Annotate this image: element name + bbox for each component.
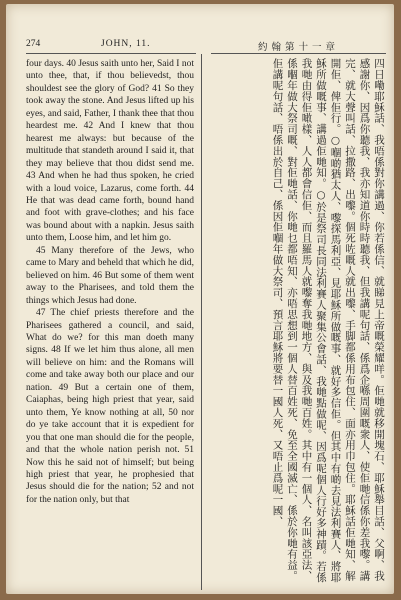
chinese-column: 四日嘞耶穌話、我唔係對你講過、你若係信、就睇見上帝嘅榮耀咩。佢哋就移開塊石、耶穌舉目話、父啊、我感謝你、因爲你聽我、我亦知道你時時聽我、但我講呢句話、係爲企喺周圍嘅衆人、使佢哋信係你差我嚟。講完、就大聲叫話、拉撒路、出嚟。個死咗嘅人就出嚟、手脚都係用布包住、面亦用巾包住。耶穌話佢哋知、解開佢、俾佢行。○嗰啲猶太人、嚟探馬利亞、見耶穌所做嘅事、就好多信佢。但其中有啲去見法利賽人、將耶穌所做嘅事、講過佢哋知。○於是祭司長同法利賽人聚集公會話、我哋點做呢、因爲呢個人行好多神蹟。若係我哋由得佢噉樣、人人都會信佢、而且羅馬人就嚟奪我哋地方、與及我哋百姓。其中有一個人、名叫該亞法、係嗰年做大祭司嘅、對佢哋話、你哋乜都唔知、亦唔思想到一個人替百姓死、免至全國滅亡、係於你哋有益。佢講呢句話、唔係出於自己、係因佢嗰年做大祭司、預言耶穌將要替一國人死、又唔止爲呢一國、: [271, 58, 385, 583]
english-column: [26, 58, 194, 594]
english-paragraph: 47 The chief priests therefore and the Pharisees gathered a council, and said, What do we? for this man doeth many signs. 48 If we let him thus alone, all men will believe on him: and the Romans will come and take away both our place and our nation. 49 But a certain one of them, Caiaphas, being high priest that year, said unto them, Ye know nothing at all, 50 nor do ye take account that it is expedient for you that one man should die for the people, and that the whole nation perish not. 51 Now this he said not of himself; but being high priest that year, he prophesied that Jesus should die for the nation; 52 and not for the nation only, but that: [26, 308, 194, 505]
english-page-header: [26, 39, 196, 54]
chinese-page-header: 約翰第十一章: [211, 39, 386, 54]
english-paragraph: 45 Many therefore of the Jews, who came to Mary and beheld that which he did, believed on him. 46 But some of them went away to the Pharisees, and told them the things which Jesus had done.: [26, 245, 194, 306]
chapter-heading: JOHN, 11.: [101, 39, 151, 49]
english-paragraph: four days. 40 Jesus saith unto her, Said I not unto thee, that, if thou believedst, thou shouldest see the glory of God? 41 So they took away the stone. And Jesus lifted up his eyes, and said, Father, I thank thee that thou heardest me. 42 And I knew that thou hearest me always: but because of the multitude that standeth around I said it, that they may believe that thou didst send me. 43 And when he had thus spoken, he cried with a loud voice, Lazarus, come forth. 44 He that was dead came forth, bound hand and foot with grave-clothes; and his face was bound about with a napkin. Jesus saith unto them, Loose him, and let him go.: [26, 59, 194, 244]
column-divider: [201, 54, 202, 590]
page-number: 274: [26, 39, 41, 49]
book-page: [6, 4, 394, 594]
